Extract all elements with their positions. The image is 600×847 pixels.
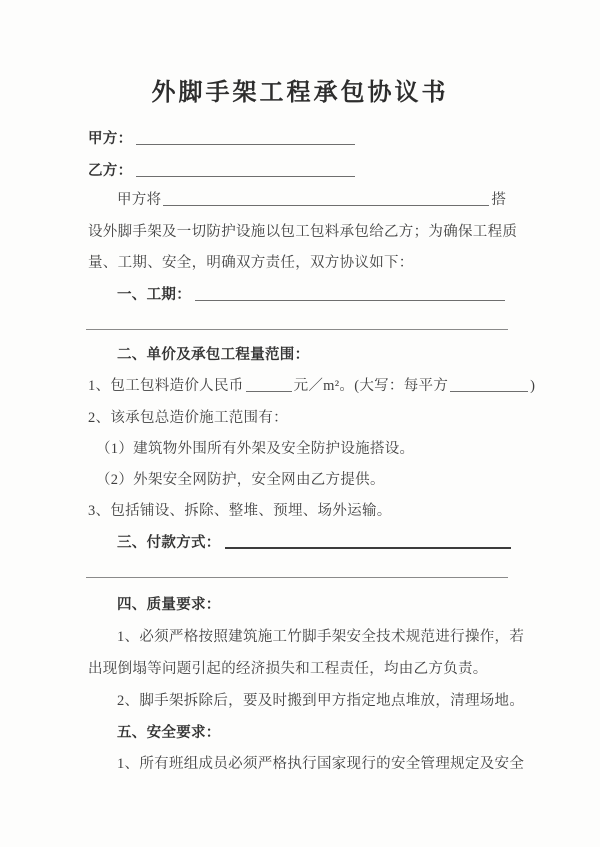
section-2-heading-row <box>88 347 537 364</box>
section-3-payment-row <box>88 534 537 552</box>
section-2-item-2-sub-2: （2）外架安全网防护，安全网由乙方提供。 <box>96 472 385 488</box>
intro-line-3: 量、工期、安全，明确双方责任，双方协议如下： <box>88 255 414 271</box>
section-2-item-2-sub-1: （1）建筑物外围所有外架及安全防护设施搭设。 <box>96 441 415 457</box>
party-b-row <box>88 163 508 180</box>
intro-line-1 <box>88 192 537 209</box>
separator-line-2 <box>86 577 508 578</box>
section-1-heading: 一、工期： <box>117 287 191 303</box>
payment-method-blank-field <box>225 534 511 549</box>
unit-price-text-1: 1、包工包料造价人民币 <box>88 378 244 394</box>
section-4-item-2: 2、脚手架拆除后，要及时搬到甲方指定地点堆放，清理场地。 <box>117 693 525 709</box>
duration-blank-field <box>195 287 505 301</box>
intro-line-1-prefix: 甲方将 <box>117 192 162 208</box>
document-title: 外脚手架工程承包协议书 <box>151 80 449 106</box>
section-4-item-1-line-1: 1、必须严格按照建筑施工竹脚手架安全技术规范进行操作，若 <box>117 629 525 645</box>
section-5-heading: 五、安全要求： <box>117 725 221 741</box>
section-4-heading: 四、质量要求： <box>117 597 221 613</box>
unit-price-text-2: 元／m²。(大写：每平方 <box>293 378 449 394</box>
section-2-heading: 二、单价及承包工程量范围： <box>117 347 310 363</box>
party-a-blank-field <box>136 131 355 145</box>
section-4-heading-row <box>88 597 537 614</box>
price-in-words-blank-field <box>450 378 528 392</box>
intro-line-2: 设外脚手架及一切防护设施以包工包料承包给乙方；为确保工程质 <box>88 224 518 240</box>
section-5-item-1: 1、所有班组成员必须严格执行国家现行的安全管理规定及安全 <box>117 756 525 772</box>
section-2-item-1 <box>88 378 536 395</box>
section-3-heading: 三、付款方式： <box>117 535 221 551</box>
party-b-label: 乙方： <box>88 163 133 179</box>
party-b-blank-field <box>136 163 355 177</box>
section-2-item-3: 3、包括铺设、拆除、整堆、预埋、场外运输。 <box>88 503 392 519</box>
unit-price-text-3: ) <box>530 378 536 394</box>
party-a-row <box>88 131 508 148</box>
section-2-item-2: 2、该承包总造价施工范围有： <box>88 410 288 426</box>
section-4-item-1-line-2: 出现倒塌等问题引起的经济损失和工程责任，均由乙方负责。 <box>88 661 488 677</box>
separator-line-1 <box>86 329 508 330</box>
intro-line-1-suffix: 搭 <box>491 192 507 208</box>
project-name-blank-field <box>163 192 489 206</box>
unit-price-blank-field <box>246 378 292 392</box>
section-5-heading-row <box>88 725 537 742</box>
party-a-label: 甲方： <box>88 131 133 147</box>
section-1-duration-row <box>88 287 537 304</box>
